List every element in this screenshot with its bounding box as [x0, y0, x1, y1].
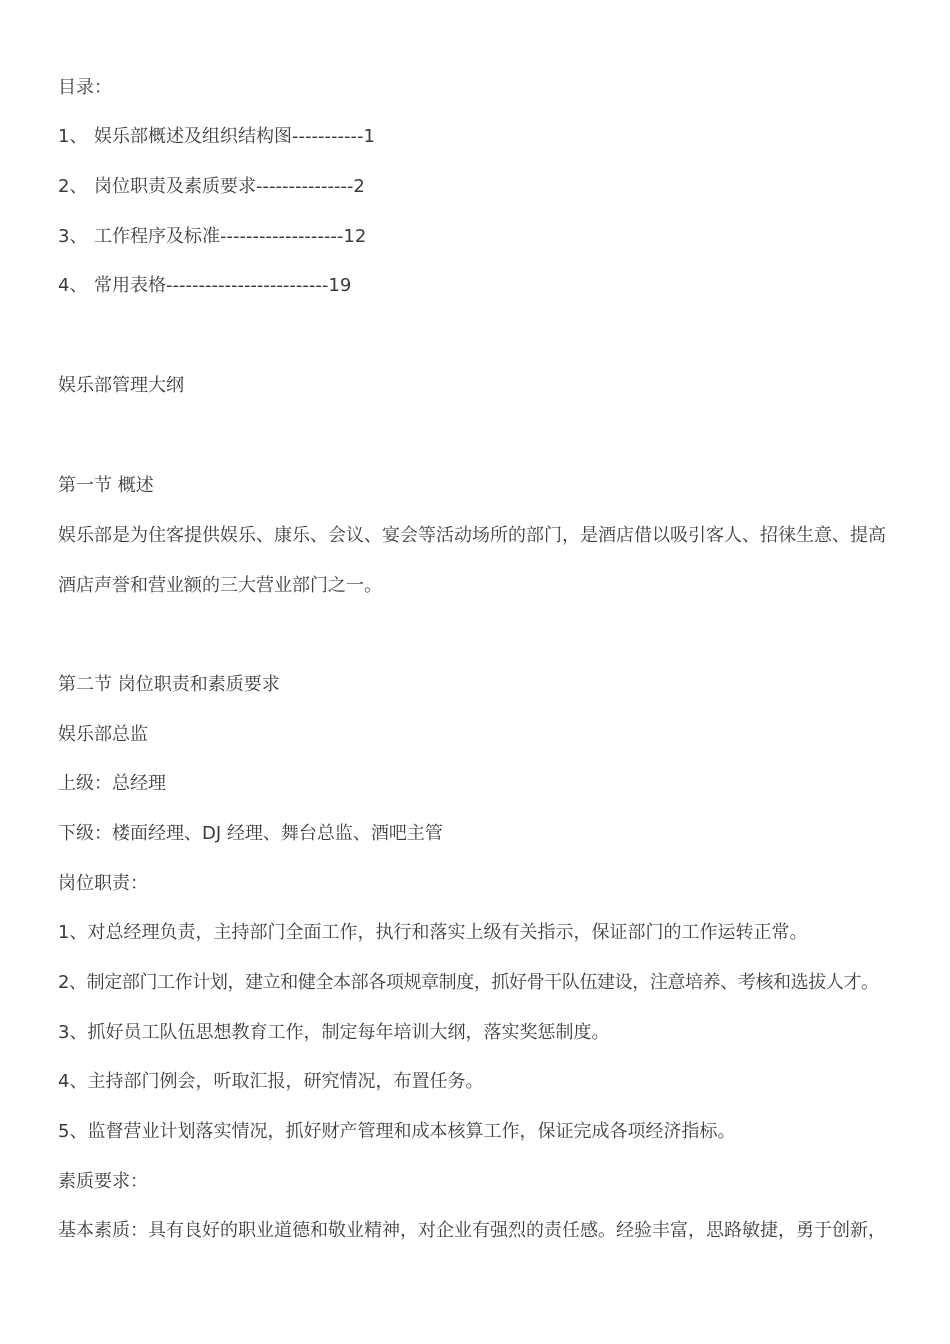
- toc-item-number: 3、: [58, 226, 88, 247]
- toc-item-number: 2、: [58, 176, 88, 197]
- duty-item: 2、制定部门工作计划，建立和健全本部各项规章制度，抓好骨干队伍建设，注意培养、考核和选拔人才。: [58, 972, 879, 993]
- quality-label: 素质要求：: [58, 1171, 148, 1192]
- toc-item: [58, 225, 366, 249]
- toc-item: [58, 175, 365, 199]
- toc-item-text: 常用表格-------------------------19: [94, 275, 352, 296]
- section2-heading: 第二节 岗位职责和素质要求: [58, 674, 280, 695]
- document-title: 娱乐部管理大纲: [58, 375, 184, 396]
- toc-item-text: 岗位职责及素质要求---------------2: [94, 176, 365, 197]
- section1-paragraph-line: 酒店声誉和营业额的三大营业部门之一。: [58, 575, 382, 596]
- subordinates-line: 下级：楼面经理、DJ 经理、舞台总监、酒吧主管: [58, 823, 443, 844]
- toc-item-text: 工作程序及标准-------------------12: [94, 226, 367, 247]
- duty-item: 3、抓好员工队伍思想教育工作，制定每年培训大纲，落实奖惩制度。: [58, 1022, 610, 1043]
- position-title: 娱乐部总监: [58, 724, 148, 745]
- duty-item: 4、主持部门例会，听取汇报，研究情况，布置任务。: [58, 1071, 484, 1092]
- quality-paragraph-line: 基本素质：具有良好的职业道德和敬业精神，对企业有强烈的责任感。经验丰富，思路敏捷，勇于创新，: [58, 1220, 886, 1241]
- toc-item-text: 娱乐部概述及组织结构图-----------1: [94, 126, 375, 147]
- section1-paragraph-line: 娱乐部是为住客提供娱乐、康乐、会议、宴会等活动场所的部门，是酒店借以吸引客人、招徕生意、提高: [58, 525, 886, 546]
- superior-line: 上级：总经理: [58, 773, 166, 794]
- section1-heading: 第一节 概述: [58, 475, 154, 496]
- toc-label: 目录：: [58, 77, 112, 98]
- toc-item: [58, 125, 375, 149]
- toc-item: [58, 274, 351, 298]
- duties-label: 岗位职责：: [58, 873, 148, 894]
- duty-item: 5、监督营业计划落实情况，抓好财产管理和成本核算工作，保证完成各项经济指标。: [58, 1121, 736, 1142]
- toc-item-number: 1、: [58, 126, 88, 147]
- duty-item: 1、对总经理负责，主持部门全面工作，执行和落实上级有关指示，保证部门的工作运转正常。: [58, 922, 808, 943]
- toc-item-number: 4、: [58, 275, 88, 296]
